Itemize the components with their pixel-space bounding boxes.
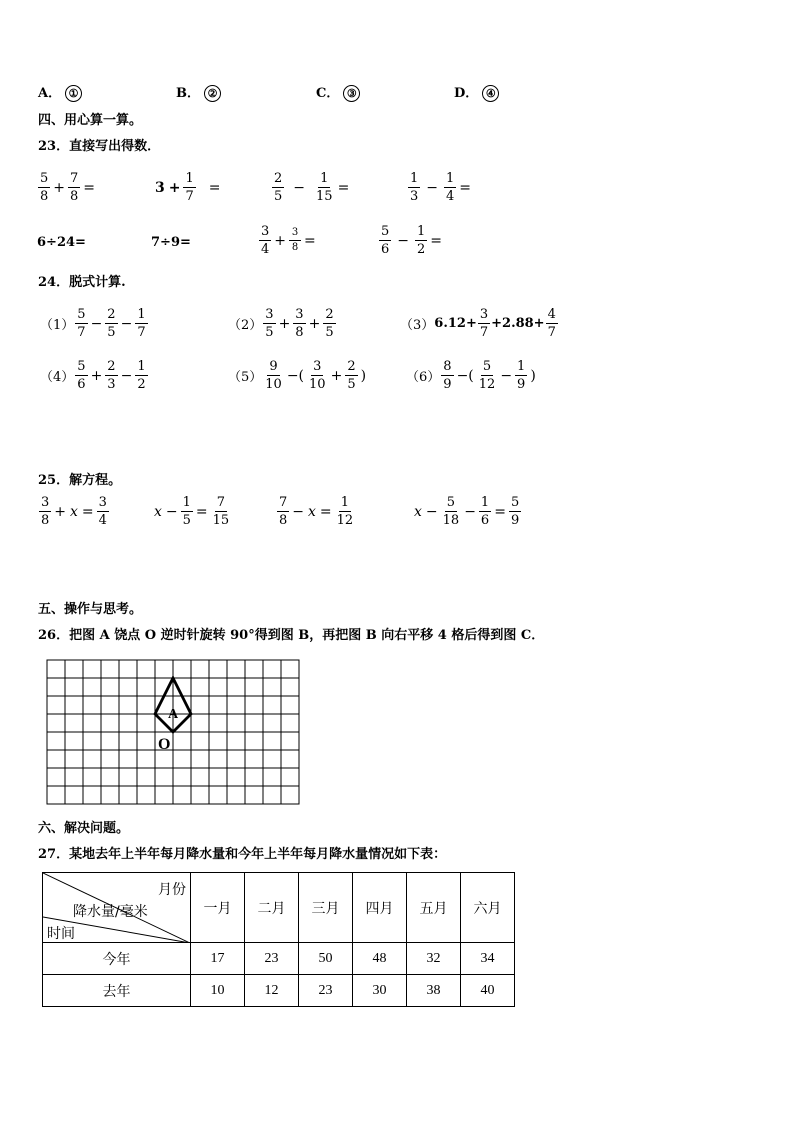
month-header: 四月	[353, 873, 407, 943]
rainfall-table	[42, 872, 515, 1007]
q23-r1-b: 3 + $\frac{1}{7}$ =	[155, 171, 221, 204]
corner-month: 月份	[158, 882, 186, 898]
q27-title: 27．某地去年上半年每月降水量和今年上半年每月降水量情况如下表：	[38, 847, 447, 862]
label-o: O	[158, 736, 171, 753]
q23-r2-c: $\frac{3}{4}$ + $\frac{3}{8}$ =	[261, 224, 316, 257]
section5-title: 五、操作与思考。	[38, 602, 143, 617]
q25-e2: x − $\frac{1}{5}$ = $\frac{7}{15}$	[154, 495, 230, 528]
corner-time: 时间	[47, 926, 75, 942]
table-cell: 23	[245, 943, 299, 975]
section4-title: 四、用心算一算。	[38, 113, 143, 128]
q23-r2-d: $\frac{5}{6}$ − $\frac{1}{2}$ =	[381, 224, 443, 257]
q25-e4: x − $\frac{5}{18}$ − $\frac{1}{6}$ = $\frac{5}{9}$	[414, 495, 520, 528]
q24-p3: （3） 6.12+ $\frac{3}{7}$ +2.88+ $\frac{4}{7}$	[400, 307, 556, 340]
q23-title: 23．直接写出得数．	[38, 139, 161, 154]
table-corner	[43, 873, 191, 943]
table-cell: 34	[461, 943, 515, 975]
month-header: 二月	[245, 873, 299, 943]
table-cell: 48	[353, 943, 407, 975]
rotation-grid	[44, 658, 302, 806]
table-cell: 10	[191, 975, 245, 1007]
q23-r2-b: 7÷9=	[151, 235, 191, 250]
row-label: 去年	[43, 975, 191, 1007]
q24-title: 24．脱式计算.	[38, 275, 126, 290]
row-label: 今年	[43, 943, 191, 975]
month-header: 三月	[299, 873, 353, 943]
table-row	[43, 975, 515, 1007]
q25-e1: $\frac{3}{8}$ + x = $\frac{3}{4}$	[41, 495, 107, 528]
option-b: B． ②	[176, 82, 221, 102]
q24-p6: （6） $\frac{8}{9}$ −( $\frac{5}{12}$ − $\frac{1}{9}$ )	[406, 359, 536, 392]
month-header: 五月	[407, 873, 461, 943]
section6-title: 六、解决问题。	[38, 821, 130, 836]
table-cell: 38	[407, 975, 461, 1007]
q24-p4: （4） $\frac{5}{6}$ + $\frac{2}{3}$ − $\frac{1}{2}$	[40, 359, 146, 392]
q25-e3: $\frac{7}{8}$ − x = $\frac{1}{12}$	[279, 495, 354, 528]
option-c: C． ③	[316, 82, 360, 102]
table-cell: 40	[461, 975, 515, 1007]
q26-title: 26．把图 A 饶点 O 逆时针旋转 90°得到图 B，再把图 B 向右平移 4 格后得到图 C．	[38, 628, 545, 643]
table-cell: 50	[299, 943, 353, 975]
table-cell: 32	[407, 943, 461, 975]
q23-r1-c: $\frac{2}{5}$ − $\frac{1}{15}$ =	[274, 171, 350, 204]
table-cell: 23	[299, 975, 353, 1007]
q24-p1: （1） $\frac{5}{7}$ − $\frac{2}{5}$ − $\frac{1}{7}$	[40, 307, 146, 340]
table-cell: 30	[353, 975, 407, 1007]
label-a: A	[168, 707, 179, 722]
option-d: D． ④	[454, 82, 499, 102]
month-header: 一月	[191, 873, 245, 943]
month-header: 六月	[461, 873, 515, 943]
q23-r1-a: $\frac{5}{8}$ + $\frac{7}{8}$ =	[40, 171, 96, 204]
q25-title: 25．解方程。	[38, 473, 122, 488]
corner-rain: 降水量/毫米	[73, 904, 148, 920]
q24-p2: （2） $\frac{3}{5}$ + $\frac{3}{8}$ + $\frac{2}{5}$	[228, 307, 334, 340]
table-row	[43, 943, 515, 975]
q24-p5: （5） $\frac{9}{10}$ −( $\frac{3}{10}$ + $\frac{2}{5}$ )	[228, 359, 367, 392]
q23-r1-d: $\frac{1}{3}$ − $\frac{1}{4}$ =	[410, 171, 472, 204]
table-cell: 17	[191, 943, 245, 975]
table-cell: 12	[245, 975, 299, 1007]
option-a: A． ①	[38, 82, 82, 102]
q23-r2-a: 6÷24=	[37, 235, 86, 250]
